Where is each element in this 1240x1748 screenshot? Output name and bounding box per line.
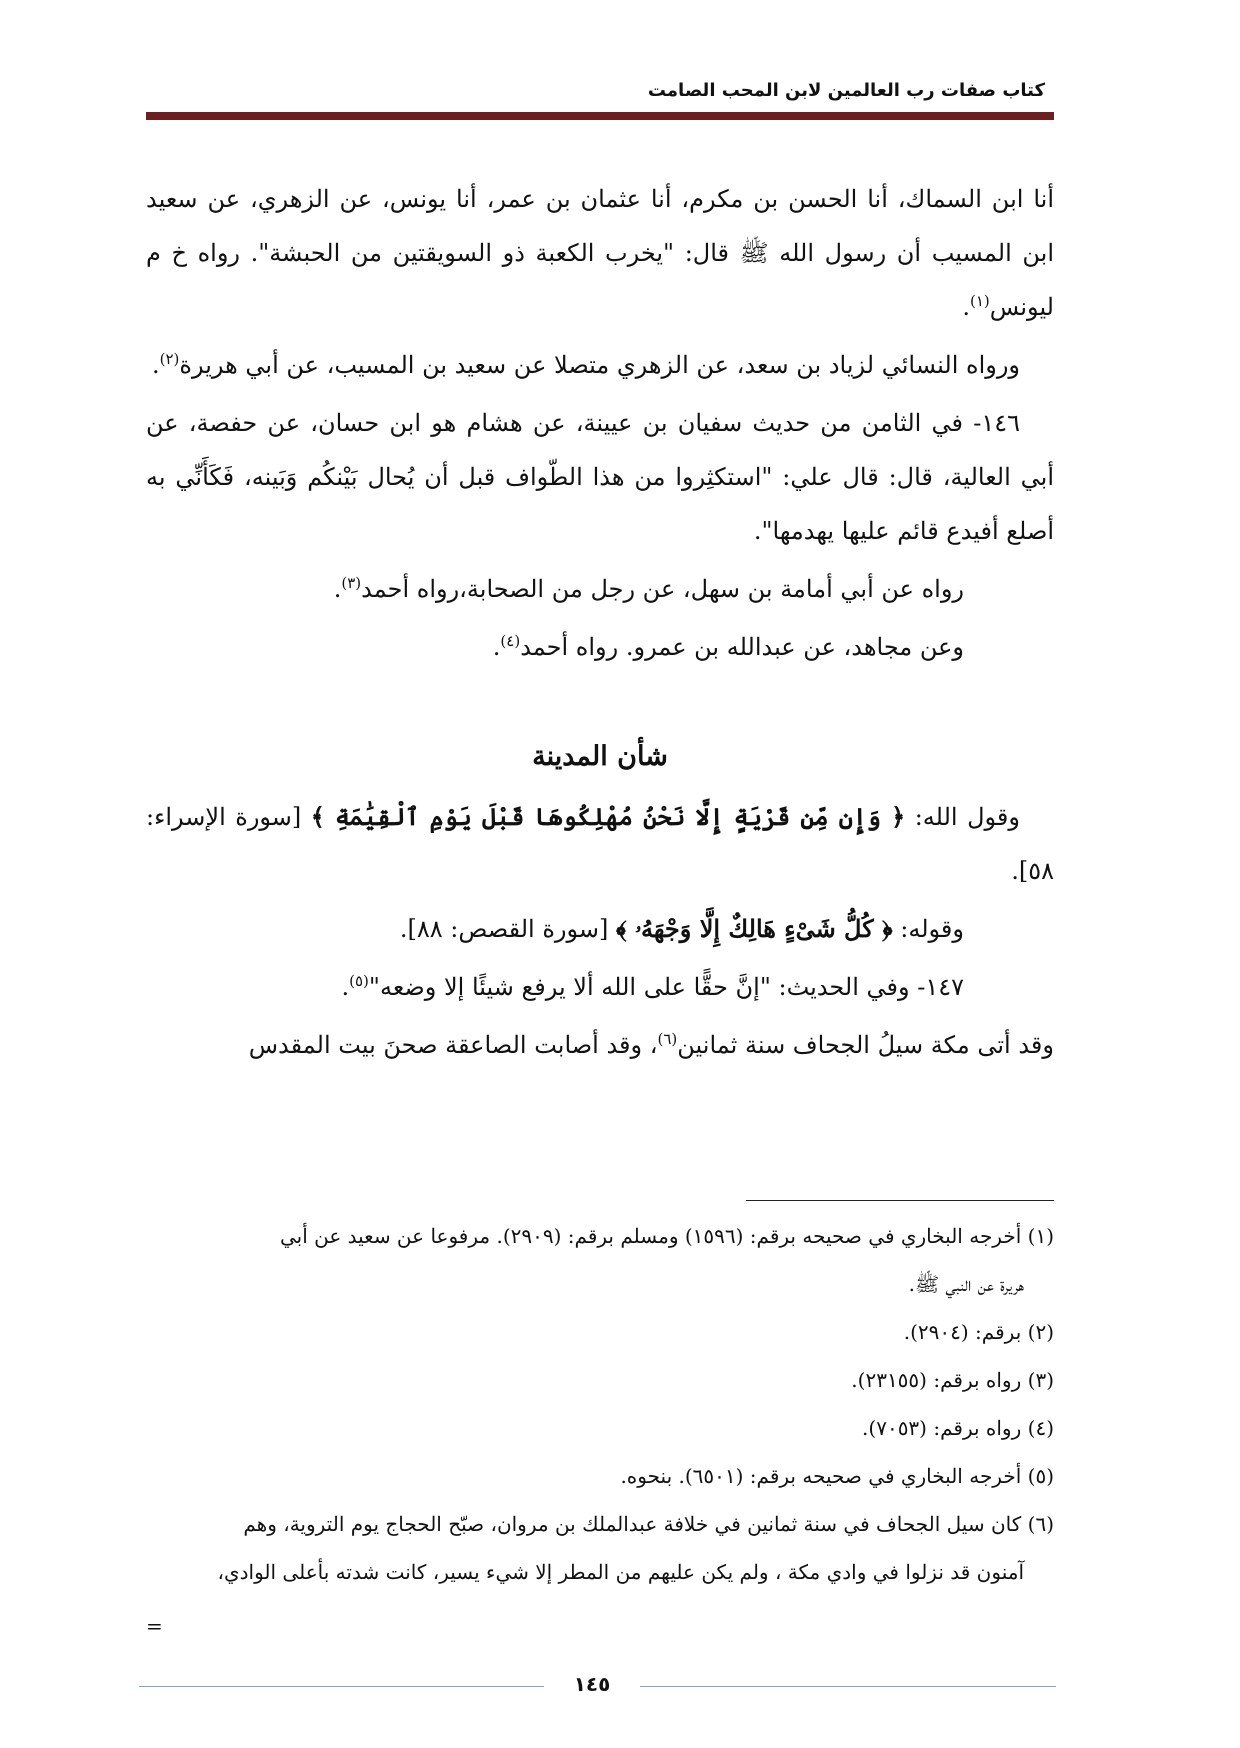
continuation-mark: = bbox=[146, 1614, 163, 1638]
quran-verse: ﴿ كُلُّ شَىْءٍ هَالِكٌ إِلَّا وَجْهَهُۥ ﴾ bbox=[616, 914, 893, 943]
paragraph-147 bbox=[146, 960, 1054, 1014]
footnote-6-continuation: آمنون قد نزلوا في وادي مكة ، ولم يكن عليهم من المطر إلا شيء يسير، كانت شدته بأعلى الوادي، bbox=[217, 1560, 1024, 1584]
footnote-number: (٥) bbox=[1027, 1464, 1054, 1488]
paragraph-end: . bbox=[962, 293, 970, 321]
footnote-ref-6[interactable]: (٦) bbox=[657, 1030, 678, 1048]
footnote-number: (٦) bbox=[1027, 1512, 1054, 1536]
paragraph-end: . bbox=[151, 351, 160, 379]
paragraph-end: . bbox=[333, 575, 342, 603]
paragraph-4 bbox=[146, 562, 1054, 616]
footnote-number: (٣) bbox=[1027, 1368, 1054, 1392]
footnote-number: (١) bbox=[1027, 1224, 1054, 1248]
paragraph-end: ، وقد أصابت الصاعقة صحنَ بيت المقدس bbox=[248, 1031, 658, 1059]
footnote-text: أخرجه البخاري في صحيحه برقم: (٦٥٠١). بنحوه. bbox=[620, 1464, 1022, 1488]
surah-reference: [سورة القصص: ٨٨]. bbox=[399, 915, 617, 943]
page-number: ١٤٥ bbox=[573, 1672, 611, 1696]
footnote-ref-1[interactable]: (١) bbox=[969, 292, 990, 310]
footnote-text: برقم: (٢٩٠٤). bbox=[903, 1320, 1022, 1344]
paragraph-prefix: وقول الله: bbox=[905, 803, 1020, 831]
footnote-1-continuation: هريرة عن النبي ﷺ. bbox=[908, 1272, 1024, 1296]
footnote-separator bbox=[746, 1200, 1054, 1201]
paragraph-end: . bbox=[492, 633, 501, 661]
paragraph-9 bbox=[146, 1018, 1054, 1072]
footnote-number: (٢) bbox=[1027, 1320, 1054, 1344]
main-text bbox=[146, 172, 1054, 1076]
paragraph-text: ورواه النسائي لزياد بن سعد، عن الزهري متصلا عن سعيد بن المسيب، عن أبي هريرة bbox=[179, 351, 1020, 379]
footnote-4 bbox=[146, 1404, 1054, 1452]
footnote-text: أخرجه البخاري في صحيحه برقم: (١٥٩٦) ومسلم برقم: (٢٩٠٩). مرفوعا عن سعيد عن أبي bbox=[279, 1224, 1022, 1248]
footnote-2 bbox=[146, 1308, 1054, 1356]
paragraph-text: وعن مجاهد، عن عبدالله بن عمرو. رواه أحمد bbox=[520, 633, 964, 661]
paragraph-text: ١٤٦- في الثامن من حديث سفيان بن عيينة، عن هشام هو ابن حسان، عن حفصة، عن أبي العالية، قال: قال علي: "استكثِروا من هذا الطّواف قبل أن يُحال بَيْنكُم وَبَينه، فَكَأَنِّي به أصلع أفيدع قائم عليها يهدمها". bbox=[146, 409, 1054, 545]
paragraph-7 bbox=[146, 902, 1054, 956]
paragraph-146 bbox=[146, 396, 1054, 558]
header-rule bbox=[146, 112, 1054, 120]
paragraph-text: رواه عن أبي أمامة بن سهل، عن رجل من الصحابة،رواه أحمد bbox=[361, 575, 964, 603]
footnote-ref-3[interactable]: (٣) bbox=[341, 574, 362, 592]
footer-rule-right bbox=[640, 1686, 1056, 1687]
paragraph-prefix: وقوله: bbox=[892, 915, 964, 943]
footnote-ref-4[interactable]: (٤) bbox=[500, 632, 521, 650]
paragraph-5 bbox=[146, 620, 1054, 674]
running-header: كتاب صفات رب العالمين لابن المحب الصامت bbox=[647, 80, 1045, 101]
paragraph-1 bbox=[146, 172, 1054, 334]
footnote-text: رواه برقم: (٢٣١٥٥). bbox=[851, 1368, 1022, 1392]
footnote-ref-5[interactable]: (٥) bbox=[349, 972, 369, 990]
paragraph-text: أنا ابن السماك، أنا الحسن بن مكرم، أنا عثمان بن عمر، أنا يونس، عن الزهري، عن سعيد ابن المسيب أن رسول الله ﷺ قال: "يخرب الكعبة ذو السويقتين من الحبشة". رواه خ م ليونس bbox=[146, 185, 1054, 321]
footer-rule-left bbox=[139, 1686, 544, 1687]
footnote-1 bbox=[146, 1212, 1054, 1260]
footnote-3 bbox=[146, 1356, 1054, 1404]
paragraph-text: وقد أتى مكة سيلُ الجحاف سنة ثمانين bbox=[677, 1031, 1054, 1059]
footnote-6 bbox=[146, 1500, 1054, 1548]
paragraph-2 bbox=[146, 338, 1054, 392]
paragraph-end: . bbox=[341, 973, 350, 1001]
surah-reference: [سورة الإسراء: ٥٨]. bbox=[146, 803, 1054, 885]
paragraph-text: ١٤٧- وفي الحديث: "إنَّ حقًّا على الله ألا يرفع شيئًا إلا وضعه" bbox=[368, 973, 964, 1001]
quran-verse: ﴿ وَإِن مِّن قَرْيَةٍ إِلَّا نَحْنُ مُهْلِكُوهَا قَبْلَ يَوْمِ ٱلْقِيَٰمَةِ ﴾ bbox=[310, 802, 906, 831]
footnote-ref-2[interactable]: (٢) bbox=[159, 350, 180, 368]
footnote-text: كان سيل الجحاف في سنة ثمانين في خلافة عبدالملك بن مروان، صبّح الحجاج يوم التروية، وهم bbox=[243, 1512, 1022, 1536]
section-title: شأن المدينة bbox=[532, 741, 668, 772]
footnote-text: رواه برقم: (٧٠٥٣). bbox=[862, 1416, 1022, 1440]
paragraph-6 bbox=[146, 790, 1054, 898]
footnote-5 bbox=[146, 1452, 1054, 1500]
footnote-number: (٤) bbox=[1027, 1416, 1054, 1440]
footnotes bbox=[146, 1212, 1054, 1596]
